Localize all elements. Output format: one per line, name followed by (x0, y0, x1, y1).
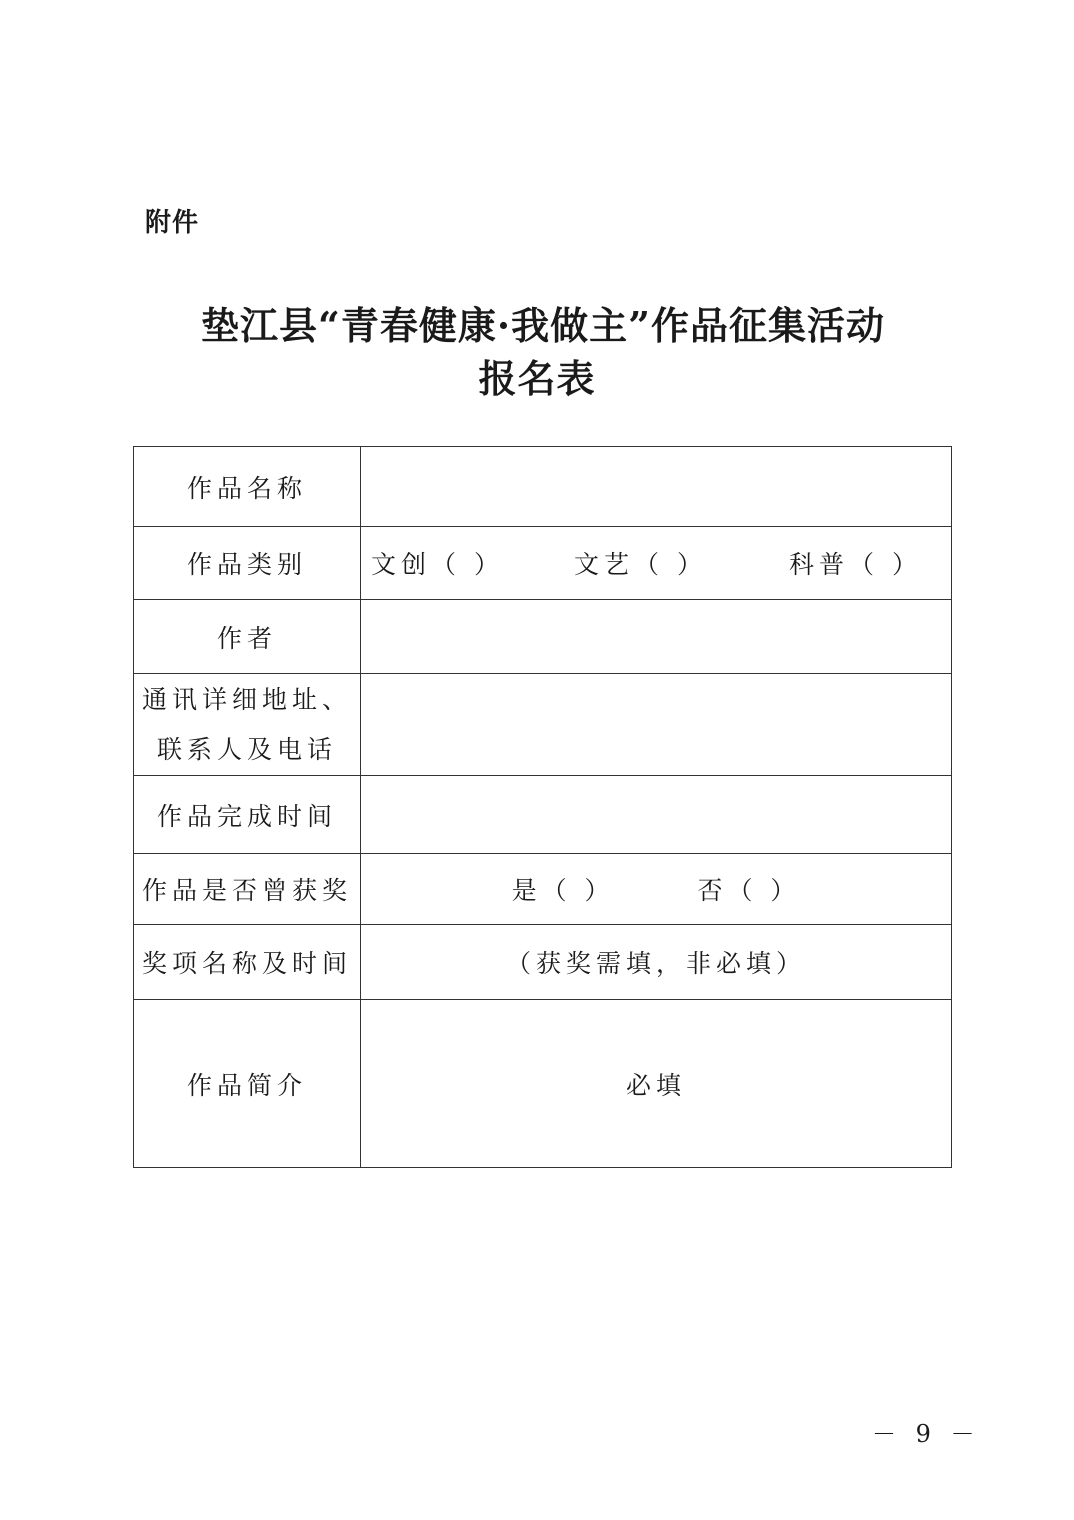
category-option-kepu[interactable]: 科普（ ） (789, 550, 922, 579)
awarded-yes-option[interactable]: 是（ ） (511, 876, 615, 905)
row-contact (134, 674, 952, 776)
row-intro (134, 1000, 952, 1168)
row-work-name (134, 447, 952, 527)
row-category (134, 527, 952, 600)
author-field[interactable] (361, 600, 952, 674)
awarded-label: 作品是否曾获奖 (134, 854, 361, 925)
work-name-label: 作品名称 (134, 447, 361, 527)
contact-field[interactable] (361, 674, 952, 776)
category-field (361, 527, 952, 600)
category-label: 作品类别 (134, 527, 361, 600)
author-label: 作者 (134, 600, 361, 674)
intro-label: 作品简介 (134, 1000, 361, 1168)
category-option-wenchuang[interactable]: 文创（ ） (371, 550, 504, 579)
contact-label (134, 674, 361, 776)
category-option-wenyi[interactable]: 文艺（ ） (574, 550, 707, 579)
awarded-field (361, 854, 952, 925)
completion-time-field[interactable] (361, 776, 952, 854)
award-name-time-label: 奖项名称及时间 (134, 925, 361, 1000)
work-name-field[interactable] (361, 447, 952, 527)
intro-field[interactable]: 必填 (361, 1000, 952, 1168)
form-title-line1: 垫江县“青春健康·我做主”作品征集活动 (201, 303, 885, 348)
form-title-line2: 报名表 (478, 356, 596, 401)
row-award-name-time (134, 925, 952, 1000)
contact-label-line1: 通讯详细地址、 (141, 684, 352, 714)
award-name-time-field[interactable]: （获奖需填，非必填） (361, 925, 952, 1000)
contact-label-line2: 联系人及电话 (156, 734, 337, 764)
attachment-label: 附件 (145, 208, 200, 238)
row-author (134, 600, 952, 674)
registration-form-table (133, 446, 952, 1168)
awarded-no-option[interactable]: 否（ ） (697, 876, 801, 905)
row-awarded (134, 854, 952, 925)
page-number: － 9 － (872, 1420, 981, 1448)
row-completion-time (134, 776, 952, 854)
completion-time-label: 作品完成时间 (134, 776, 361, 854)
